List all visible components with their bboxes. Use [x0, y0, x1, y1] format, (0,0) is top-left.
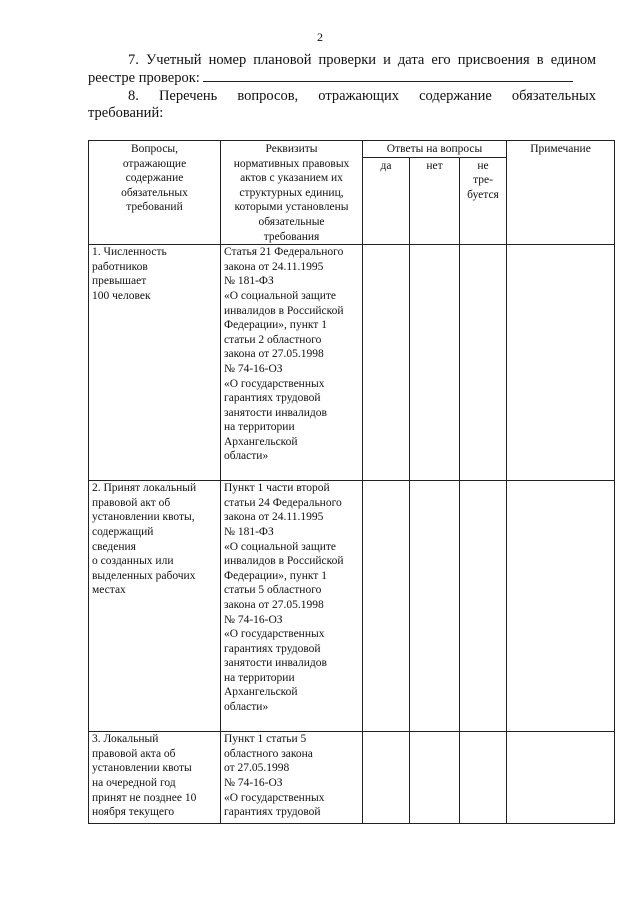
- row-3-requisites: Пункт 1 статьи 5 областного закона от 27.05.1998 № 74-16-ОЗ «О государственных гарантиях трудовой: [221, 732, 363, 824]
- item-7-label: реестре проверок:: [88, 70, 200, 86]
- header-no: нет: [410, 157, 460, 245]
- item-7-inspection-number: [88, 52, 596, 87]
- row-3-note: [507, 732, 615, 824]
- item-8-line-2: требований:: [88, 105, 164, 121]
- item-7-blank-line: [203, 69, 573, 82]
- row-1-note: [507, 245, 615, 481]
- row-1-question: 1. Численность работников превышает 100 человек: [89, 245, 221, 481]
- row-2-answer-not-required: [460, 481, 507, 732]
- header-not-required: не тре- буется: [460, 157, 507, 245]
- row-2-answer-yes: [363, 481, 410, 732]
- row-3-question: 3. Локальный правовой акта об установлении квоты на очередной год принят не позднее 10 ноября текущего: [89, 732, 221, 824]
- header-yes: да: [363, 157, 410, 245]
- page-number: 2: [317, 30, 323, 44]
- row-2-question: 2. Принят локальный правовой акт об установлении квоты, содержащий сведения о созданных или выделенных рабочих местах: [89, 481, 221, 732]
- row-3-answer-no: [410, 732, 460, 824]
- row-3-answer-yes: [363, 732, 410, 824]
- row-2-answer-no: [410, 481, 460, 732]
- item-7-line-2: [88, 69, 596, 87]
- item-8-line-1: 8. Перечень вопросов, отражающих содержание обязательных: [128, 88, 596, 104]
- row-1-requisites: Статья 21 Федерального закона от 24.11.1995 № 181-ФЗ «О социальной защите инвалидов в Российской Федерации», пункт 1 статьи 2 областного закона от 27.05.1998 № 74-16-ОЗ «О государственных гарантиях трудовой занятости инвалидов на территории Архангельской области»: [221, 245, 363, 481]
- requirements-table: [88, 140, 615, 824]
- table-header-row-1: [89, 141, 615, 158]
- item-7-line-1: 7. Учетный номер плановой проверки и дата его присвоения в едином: [128, 52, 596, 68]
- row-1-answer-no: [410, 245, 460, 481]
- row-2-note: [507, 481, 615, 732]
- header-answers: Ответы на вопросы: [363, 141, 507, 158]
- row-1-answer-yes: [363, 245, 410, 481]
- header-note: Примечание: [507, 141, 615, 245]
- item-8-requirements-list: [88, 88, 596, 122]
- header-questions: Вопросы, отражающие содержание обязательных требований: [89, 141, 221, 245]
- row-1-answer-not-required: [460, 245, 507, 481]
- table-row: [89, 732, 615, 824]
- table-row: [89, 245, 615, 481]
- table-row: [89, 481, 615, 732]
- row-2-requisites: Пункт 1 части второй статьи 24 Федерального закона от 24.11.1995 № 181-ФЗ «О социальной защите инвалидов в Российской Федерации», пункт 1 статьи 5 областного закона от 27.05.1998 № 74-16-ОЗ «О государственных гарантиях трудовой занятости инвалидов на территории Архангельской области»: [221, 481, 363, 732]
- row-3-answer-not-required: [460, 732, 507, 824]
- header-requisites: Реквизиты нормативных правовых актов с указанием их структурных единиц, которыми установлены обязательные требования: [221, 141, 363, 245]
